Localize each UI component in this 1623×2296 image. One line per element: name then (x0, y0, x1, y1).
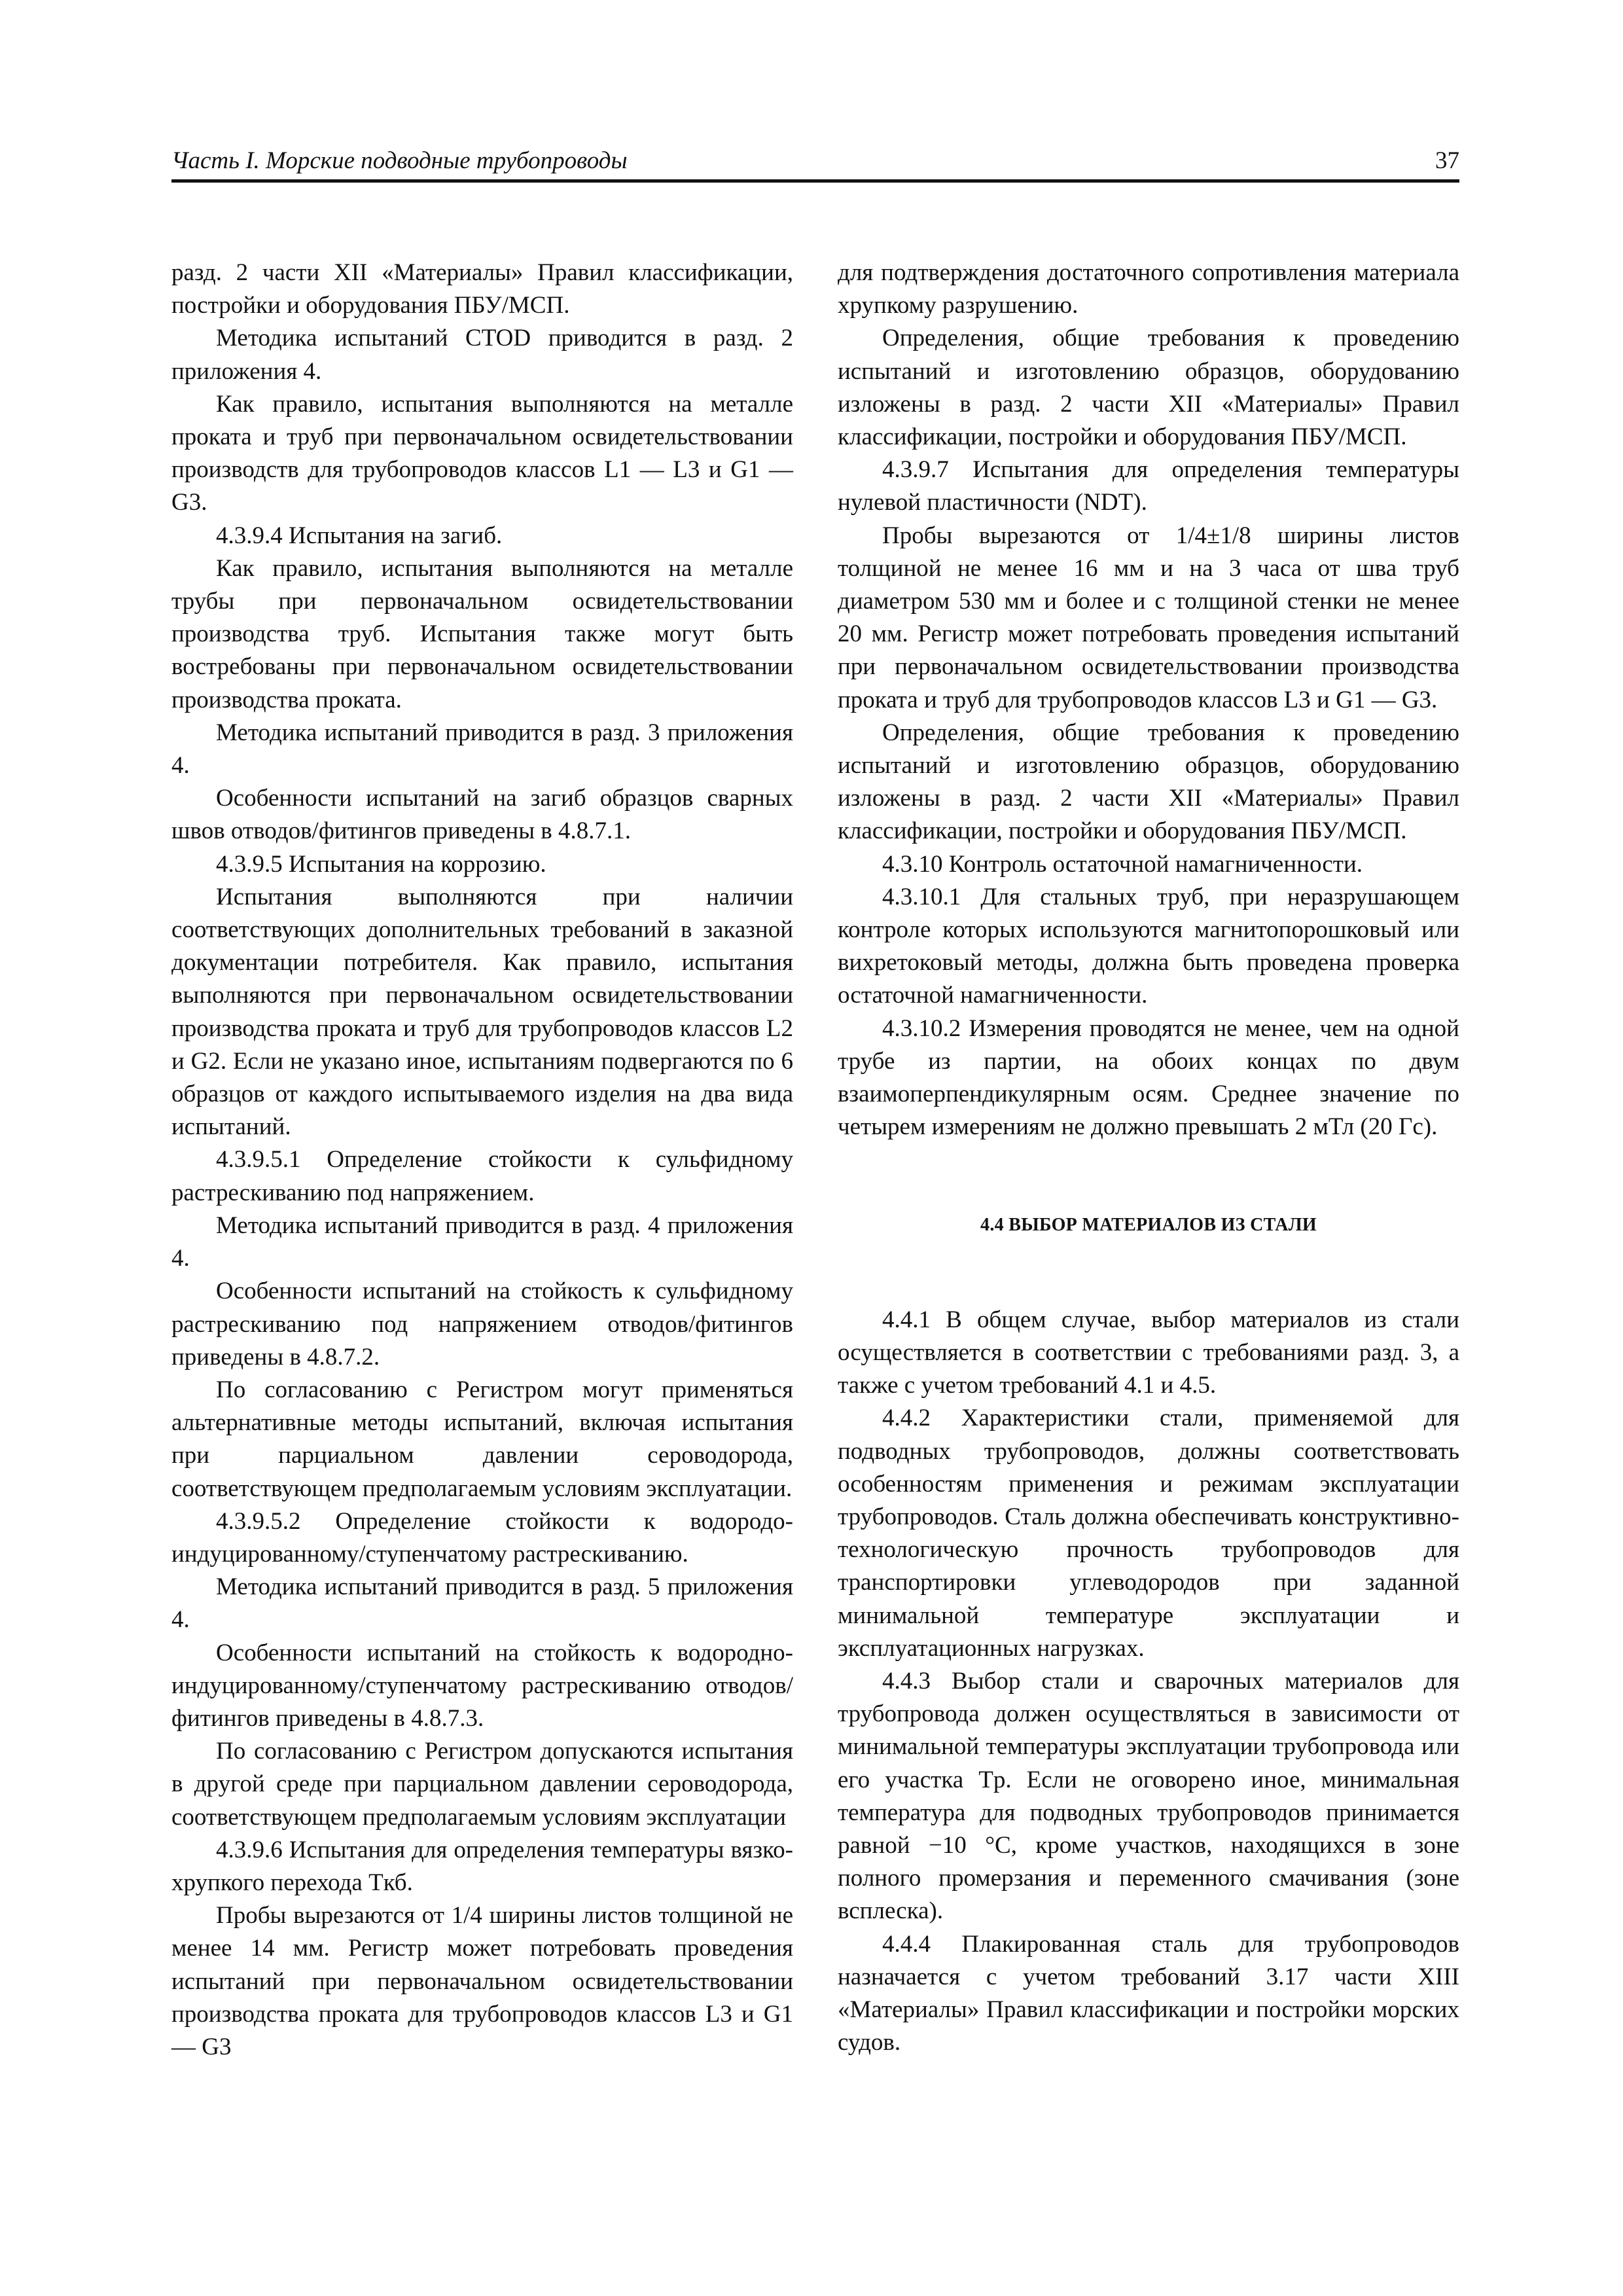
paragraph: Как правило, испытания выполняются на металле проката и труб при первоначальном освидетельствовании производств для трубопроводов классов L1 — L3 и G1 — G3. (171, 390, 793, 516)
paragraph: Методика испытаний приводится в разд. 4 приложения 4. (171, 1211, 793, 1272)
paragraph: для подтверждения достаточного сопротивления материала хрупкому разрушению. (838, 259, 1459, 319)
paragraph: Определения, общие требования к проведению испытаний и изготовлению образцов, оборудованию изложены в разд. 2 части XII «Материалы» Правил классификации, постройки и оборудования ПБУ/МСП. (838, 719, 1459, 845)
clause-heading: 4.3.9.5 Испытания на коррозию. (216, 850, 546, 878)
paragraph: Особенности испытаний на стойкость к водородно-индуцированному/ступенчатому растрескиванию отводов/фитингов приведены в 4.8.7.3. (171, 1639, 793, 1732)
paragraph: Особенности испытаний на загиб образцов сварных швов отводов/фитингов приведены в 4.8.7.1. (171, 785, 793, 845)
paragraph: 4.4.1 В общем случае, выбор материалов из стали осуществляется в соответствии с требованиями разд. 3, а также с учетом требований 4.1 и 4.5. (838, 1306, 1459, 1399)
left-column (171, 257, 793, 2064)
paragraph: Определения, общие требования к проведению испытаний и изготовлению образцов, оборудованию изложены в разд. 2 части XII «Материалы» Правил классификации, постройки и оборудования ПБУ/МСП. (838, 325, 1459, 451)
running-title: Часть I. Морские подводные трубопроводы (171, 147, 628, 174)
paragraph: Пробы вырезаются от 1/4 ширины листов толщиной не менее 14 мм. Регистр может потребовать проведения испытаний при первоначальном освидетельствовании производства проката для трубопроводов классов L3 и G1 — G3 (171, 1902, 793, 2060)
paragraph: 4.3.10.2 Измерения проводятся не менее, чем на одной трубе из партии, на обоих концах по двум взаимоперпендикулярным осям. Среднее значение по четырем измерениям не должно превышать 2 мТл (20 Гс). (838, 1014, 1459, 1141)
right-column (838, 257, 1459, 2059)
paragraph: Методика испытаний CTOD приводится в разд. 2 приложения 4. (171, 325, 793, 385)
clause-heading: 4.3.9.5.1 Определение стойкости к сульфидному растрескиванию под напряжением. (171, 1146, 793, 1206)
paragraph: Как правило, испытания выполняются на металле трубы при первоначальном освидетельствовании производства труб. Испытания также могут быть востребованы при первоначальном освидетельствовании производства проката. (171, 554, 793, 713)
paragraph: 4.4.4 Плакированная сталь для трубопроводов назначается с учетом требований 3.17 части XIII «Материалы» Правил классификации и постройки морских судов. (838, 1930, 1459, 2056)
page-number: 37 (1435, 147, 1459, 174)
clause-heading: 4.3.9.6 Испытания для определения температуры вязко-хрупкого перехода Tкб. (171, 1836, 793, 1896)
paragraph: По согласованию с Регистром допускаются испытания в другой среде при парциальном давлении сероводорода, соответствующем предполагаемым условиям эксплуатации (171, 1738, 793, 1831)
clause-heading: 4.3.9.4 Испытания на загиб. (216, 522, 503, 549)
clause-heading: 4.3.9.7 Испытания для определения температуры нулевой пластичности (NDT). (838, 456, 1459, 516)
paragraph: Методика испытаний приводится в разд. 3 приложения 4. (171, 719, 793, 780)
page-header (171, 145, 1459, 183)
clause-heading: 4.3.9.5.2 Определение стойкости к водородо-индуцированному/ступенчатому растрескиванию. (171, 1507, 793, 1568)
paragraph: 4.4.2 Характеристики стали, применяемой для подводных трубопроводов, должны соответствовать особенностям применения и режимам эксплуатации трубопроводов. Сталь должна обеспечивать конструктивно-технологическую прочность трубопроводов для транспортировки углеводородов при заданной минимальной температуре эксплуатации и эксплуатационных нагрузках. (838, 1405, 1459, 1662)
paragraph: 4.4.3 Выбор стали и сварочных материалов для трубопровода должен осуществляться в зависимости от минимальной температуры эксплуатации трубопровода или его участка Tp. Если не оговорено иное, минимальная температура для подводных трубопроводов принимается равной −10 °C, кроме участков, находящихся в зоне полного промерзания и переменного смачивания (зоне всплеска). (838, 1667, 1459, 1925)
paragraph: 4.3.10.1 Для стальных труб, при неразрушающем контроле которых используются магнитопорошковый или вихретоковый методы, должна быть проведена проверка остаточной намагниченности. (838, 883, 1459, 1009)
paragraph: По согласованию с Регистром могут применяться альтернативные методы испытаний, включая испытания при парциальном давлении сероводорода, соответствующем предполагаемым условиям эксплуатации. (171, 1376, 793, 1502)
clause-heading: 4.3.10 Контроль остаточной намагниченности. (882, 850, 1363, 878)
paragraph: разд. 2 части XII «Материалы» Правил классификации, постройки и оборудования ПБУ/МСП. (171, 259, 793, 319)
paragraph: Испытания выполняются при наличии соответствующих дополнительных требований в заказной документации потребителя. Как правило, испытания выполняются при первоначальном освидетельствовании производства проката и труб для трубопроводов классов L2 и G2. Если не указано иное, испытаниям подвергаются по 6 образцов от каждого испытываемого изделия на два вида испытаний. (171, 883, 793, 1141)
paragraph: Пробы вырезаются от 1/4±1/8 ширины листов толщиной не менее 16 мм и на 3 часа от шва труб диаметром 530 мм и более и с толщиной стенки не менее 20 мм. Регистр может потребовать проведения испытаний при первоначальном освидетельствовании производства проката и труб для трубопроводов классов L3 и G1 — G3. (838, 522, 1459, 713)
paragraph: Методика испытаний приводится в разд. 5 приложения 4. (171, 1573, 793, 1634)
section-title: 4.4 ВЫБОР МАТЕРИАЛОВ ИЗ СТАЛИ (980, 1215, 1317, 1236)
paragraph: Особенности испытаний на стойкость к сульфидному растрескиванию под напряжением отводов/фитингов приведены в 4.8.7.2. (171, 1278, 793, 1371)
